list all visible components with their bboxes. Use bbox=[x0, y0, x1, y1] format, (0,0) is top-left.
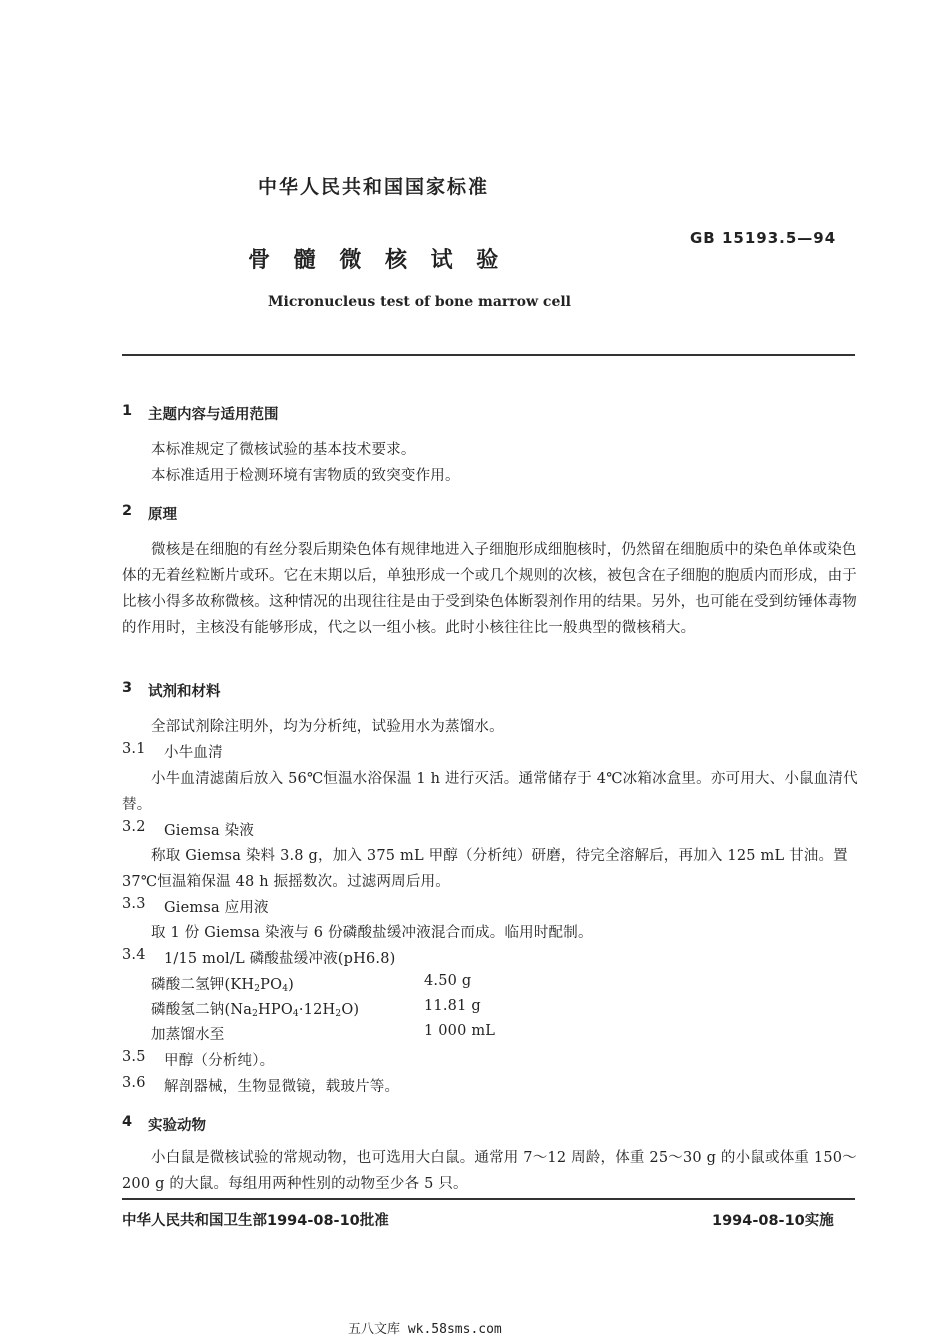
footer-divider bbox=[122, 1198, 855, 1200]
section-1-number: 1 bbox=[122, 403, 133, 419]
reagent-row-3-name: 加蒸馏水至 bbox=[151, 1027, 225, 1043]
section-3-number: 3 bbox=[122, 680, 133, 696]
page-title: 骨 髓 微 核 试 验 bbox=[248, 248, 507, 273]
watermark: 五八文库 wk.58sms.com bbox=[348, 1322, 502, 1337]
section-3-4-number: 3.4 bbox=[122, 947, 146, 963]
section-3-2-number: 3.2 bbox=[122, 819, 146, 835]
section-3-3-number: 3.3 bbox=[122, 896, 146, 912]
section-3-6-number: 3.6 bbox=[122, 1075, 146, 1091]
issuing-org: 中华人民共和国国家标准 bbox=[258, 176, 490, 198]
section-2-paragraph: 微核是在细胞的有丝分裂后期染色体有规律地进入子细胞形成细胞核时，仍然留在细胞质中的染色单体或染色体的无着丝粒断片或环。它在末期以后，单独形成一个或几个规则的次核，被包含在子细胞的胞质内而形成，由于比核小得多故称微核。这种情况的出现往往是由于受到染色体断裂剂作用的结果。另外，也可能在受到纺锤体毒物的作用时，主核没有能够形成，代之以一组小核。此时小核往往比一般典型的微核稍大。 bbox=[122, 542, 857, 636]
section-4-number: 4 bbox=[122, 1114, 133, 1130]
section-3-2-title: Giemsa 染液 bbox=[164, 823, 255, 839]
section-3-intro: 全部试剂除注明外，均为分析纯，试验用水为蒸馏水。 bbox=[151, 719, 504, 735]
section-3-3-title: Giemsa 应用液 bbox=[164, 900, 269, 916]
section-4-title: 实验动物 bbox=[148, 1118, 206, 1134]
reagent-row-2-value: 11.81 g bbox=[424, 998, 481, 1014]
section-1-title: 主题内容与适用范围 bbox=[148, 407, 279, 423]
section-2-title: 原理 bbox=[148, 507, 177, 523]
implementation-date: 1994-08-10实施 bbox=[712, 1213, 834, 1229]
standard-number: GB 15193.5—94 bbox=[690, 229, 837, 247]
section-3-4-title: 1/15 mol/L 磷酸盐缓冲液(pH6.8) bbox=[164, 951, 396, 967]
section-3-6-title: 解剖器械，生物显微镜，载玻片等。 bbox=[164, 1079, 400, 1095]
section-3-1-paragraph: 小牛血清滤菌后放入 56℃恒温水浴保温 1 h 进行灭活。通常储存于 4℃冰箱冰盒里。亦可用大、小鼠血清代替。 bbox=[122, 771, 858, 813]
section-3-title: 试剂和材料 bbox=[148, 684, 221, 700]
header-divider bbox=[122, 354, 855, 356]
page-title-english: Micronucleus test of bone marrow cell bbox=[268, 294, 571, 310]
reagent-row-1-name: 磷酸二氢钾$(KH_2PO_4)$ bbox=[151, 977, 295, 994]
section-3-3-paragraph: 取 1 份 Giemsa 染液与 6 份磷酸盐缓冲液混合而成。临用时配制。 bbox=[151, 925, 593, 941]
section-2-number: 2 bbox=[122, 503, 133, 519]
section-3-5-title: 甲醇（分析纯）。 bbox=[164, 1053, 275, 1069]
reagent-row-3-value: 1 000 mL bbox=[424, 1023, 496, 1039]
section-3-1-number: 3.1 bbox=[122, 741, 146, 757]
section-4-paragraph: 小白鼠是微核试验的常规动物，也可选用大白鼠。通常用 7～12 周龄，体重 25～30 g 的小鼠或体重 150～200 g 的大鼠。每组用两种性别的动物至少各 5 只。 bbox=[122, 1150, 857, 1192]
reagent-row-2-name: 磷酸氢二钠$(Na_2HPO_4\cdot 12H_2O)$ bbox=[151, 1002, 360, 1019]
section-1-line-1: 本标准规定了微核试验的基本技术要求。 bbox=[151, 442, 416, 458]
approval-date: 中华人民共和国卫生部1994-08-10批准 bbox=[122, 1213, 389, 1229]
section-1-line-2: 本标准适用于检测环境有害物质的致突变作用。 bbox=[151, 468, 460, 484]
section-3-5-number: 3.5 bbox=[122, 1049, 146, 1065]
section-3-2-paragraph: 称取 Giemsa 染料 3.8 g，加入 375 mL 甲醇（分析纯）研磨，待完全溶解后，再加入 125 mL 甘油。置 37℃恒温箱保温 48 h 振摇数次。过滤两周后用。 bbox=[122, 848, 848, 890]
reagent-row-1-value: 4.50 g bbox=[424, 973, 472, 989]
section-3-1-title: 小牛血清 bbox=[164, 745, 223, 761]
